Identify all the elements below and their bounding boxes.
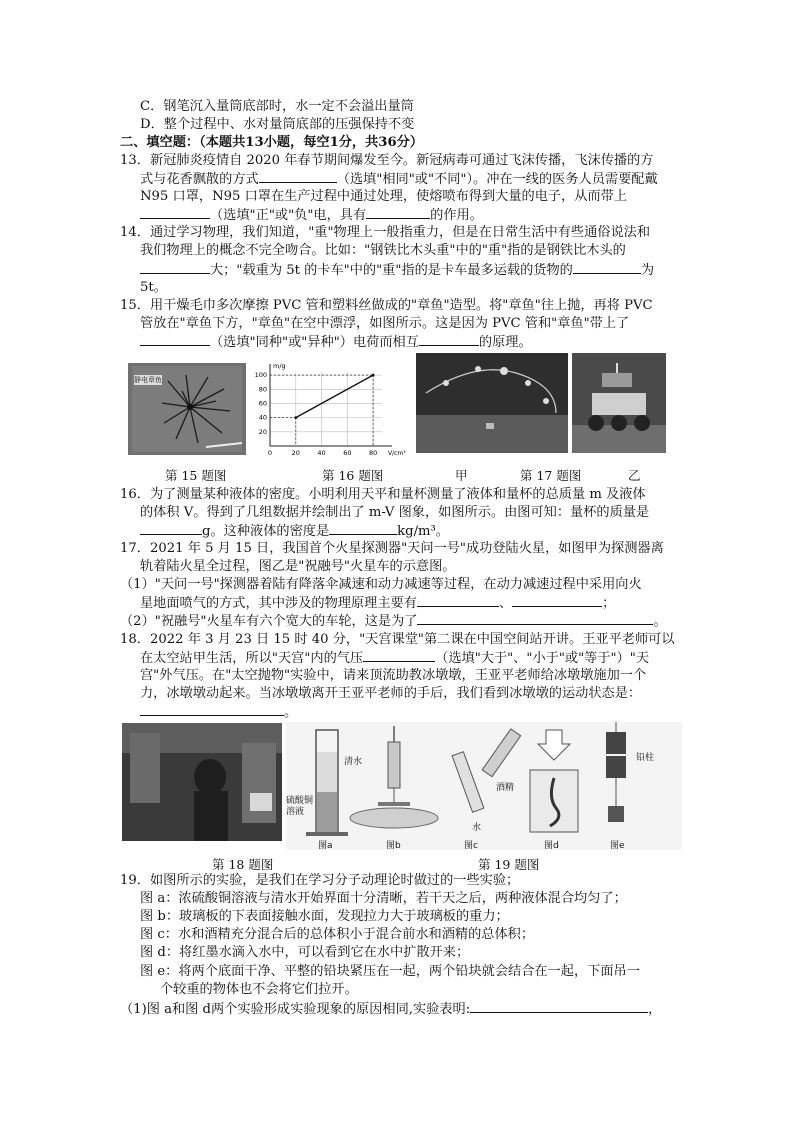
y-axis-label: m/g: [273, 362, 286, 370]
q16-line-3: g。这种液体的密度是 kg/m³。: [140, 522, 449, 540]
q16-blank-2[interactable]: [329, 522, 397, 535]
q19-blank-1[interactable]: [470, 1000, 648, 1013]
q13-line-2: 式与花香飘散的方式 （选填"相同"或"不同"）。冲在一线的医务人员需要配戴: [140, 172, 658, 187]
fig15-caption: 第 15 题图: [165, 468, 227, 483]
fig16-mv-chart: [252, 360, 406, 460]
label-copper-sulfate: 硫酸铜溶液: [286, 796, 314, 817]
q18-blank-1[interactable]: [363, 649, 435, 662]
fig19-caption: 第 19 题图: [478, 857, 540, 872]
q19-fig-d: 图 d：将红墨水滴入水中，可以看到它在水中扩散开来；: [140, 945, 470, 960]
label-fig-c: 图c: [464, 841, 478, 851]
q19-question-1: （1)图 a和图 d两个实验形成实验现象的原因相同,实验表明: ，: [120, 1002, 662, 1017]
y-tick-label-3: 80: [258, 385, 267, 394]
q14-line-1: 14．通过学习物理，我们知道，"重"物理上一般指重力，但是在日常生活中有些通俗说法和: [120, 225, 651, 240]
fig17-caption: 第 17 题图: [520, 468, 582, 483]
q18-line-4: 力，冰墩墩动起来。当冰墩墩离开王亚平老师的手后，我们看到冰墩墩的运动状态是：: [140, 686, 642, 701]
y-tick-label-2: 60: [258, 399, 267, 408]
q14-blank-1[interactable]: [140, 261, 210, 274]
space-station-drawing: [122, 723, 282, 841]
q17-blank-2[interactable]: [512, 594, 602, 607]
q17-line-2: 轨着陆火星全过程，图乙是"祝融号"火星车的示意图。: [140, 559, 456, 574]
fig15-octopus-photo: [128, 363, 246, 455]
q17-line-3: （1）"天问一号"探测器着陆有降落伞减速和动力减速等过程，在动力减速过程中采用向火: [120, 577, 642, 592]
q17-blank-1[interactable]: [417, 594, 499, 607]
q15-line-2: 管放在"章鱼下方，"章鱼"在空中漂浮，如图所示。这是因为 PVC 管和"章鱼"带上了: [140, 316, 630, 331]
data-line: [296, 375, 373, 418]
q12-option-c: C．钢笔沉入量筒底部时，水一定不会溢出量筒: [140, 99, 414, 114]
fig19-drawing: [286, 722, 682, 850]
q18-line-3: 宫"外气压。在"太空抛物"实验中，请来顶流助教冰墩墩，王亚平老师给冰墩墩施加一个: [140, 668, 647, 683]
q17-line-1: 17．2021 年 5 月 15 日，我国首个火星探测器"天问一号"成功登陆火星，如图甲为探测器离: [120, 541, 664, 556]
label-alcohol: 酒精: [496, 783, 515, 793]
q19-fig-e-1: 图 e：将两个底面干净、平整的铅块紧压在一起，两个铅块就会结合在一起，下面吊一: [140, 964, 640, 979]
q16-blank-1[interactable]: [140, 522, 202, 535]
q16-line-2: 的体积 V。得到了几组数据并绘制出了 m-V 图象，如图所示。由图可知：量杯的质量是: [140, 505, 650, 520]
q15-line-1: 15．用干燥毛巾多次摩擦 PVC 管和塑料丝做成的"章鱼"造型。将"章鱼"往上抛，再将 PVC: [120, 298, 653, 313]
fig17-yi-label: 乙: [628, 468, 641, 483]
q14-blank-2[interactable]: [573, 261, 641, 274]
x-tick-label-0: 0: [267, 449, 273, 457]
q15-line-3: （选填"同种"或"异种"）电荷而相互 的原理。: [140, 333, 532, 351]
label-clear-water: 清水: [344, 757, 363, 767]
q13-blank-2[interactable]: [140, 206, 210, 219]
q15-blank-2[interactable]: [419, 333, 479, 346]
q18-line-2: 在太空站甲生活，所以"天宫"内的气压 （选填"大于"、"小于"或"等于"）"天: [140, 651, 650, 666]
data-point-1: [372, 374, 375, 377]
label-fig-a: 图a: [318, 841, 333, 851]
rover-drawing: [572, 353, 666, 453]
fig19-experiments: [286, 722, 682, 850]
q15-blank-1[interactable]: [140, 333, 210, 346]
q12-option-d: D．整个过程中、水对量筒底部的压强保持不变: [140, 117, 415, 132]
q14-line-2: 我们物理上的概念不完全吻合。比如："钢铁比木头重"中的"重"指的是钢铁比木头的: [140, 243, 626, 258]
x-tick-label-4: 80: [368, 449, 378, 457]
fig17-yi-rover-photo: [572, 353, 666, 453]
fig15-label: 静电章鱼: [134, 376, 162, 384]
q14-line-3: 大；"载重为 5t 的卡车"中的"重"指的是卡车最多运载的货物的 为: [140, 261, 654, 279]
q19-fig-b: 图 b：玻璃板的下表面接触水面，发现拉力大于玻璃板的重力；: [140, 909, 509, 924]
section-2-heading: 二、填空题：（本题共13小题，每空1分，共36分）: [120, 135, 424, 150]
q16-line-1: 16．为了测量某种液体的密度。小明利用天平和量杯测量了液体和量杯的总质量 m 及液体: [120, 487, 646, 502]
q17-blank-3[interactable]: [417, 612, 653, 625]
label-lead: 铅柱: [636, 753, 655, 763]
fig17-jia-landing-photo: [416, 353, 568, 453]
fig18-space-station-photo: [122, 723, 282, 841]
q18-line-1: 18．2022 年 3 月 23 日 15 时 40 分，"天宫课堂"第二课在中国空间站开讲。王亚平老师可以: [120, 632, 675, 647]
q19-fig-e-2: 个较重的物体也不会将它们拉开。: [160, 982, 358, 997]
fig17-jia-label: 甲: [455, 468, 468, 483]
q17-line-5: （2）"祝融号"火星车有六个宽大的车轮，这是为了 。: [120, 614, 667, 629]
q18-blank-2[interactable]: [140, 703, 284, 716]
q17-line-4: 星地面喷气的方式，其中涉及的物理原理主要有 、 ；: [140, 596, 616, 611]
x-tick-label-1: 20: [291, 449, 300, 457]
q13-line-1: 13．新冠肺炎疫情自 2020 年春节期间爆发至今。新冠病毒可通过飞沫传播，飞沫传播的方: [120, 153, 654, 168]
fig16-caption: 第 16 题图: [322, 468, 384, 483]
label-fig-d: 图d: [544, 841, 559, 851]
x-tick-label-2: 40: [317, 449, 326, 457]
y-tick-label-4: 100: [254, 371, 267, 380]
label-water: 水: [472, 823, 482, 833]
q18-line-5: 。: [140, 703, 297, 721]
landing-sequence-drawing: [416, 353, 568, 453]
q19-line-1: 19．如图所示的实验，是我们在学习分子动理论时做过的一些实验；: [120, 873, 520, 888]
mv-chart-svg: [252, 360, 406, 460]
fig18-caption: 第 18 题图: [212, 857, 274, 872]
y-tick-label-0: 20: [258, 427, 267, 436]
q13-blank-1[interactable]: [259, 170, 337, 183]
x-tick-label-3: 60: [343, 449, 352, 457]
q19-fig-a: 图 a：浓硫酸铜溶液与清水开始界面十分清晰，若干天之后，两种液体混合均匀了；: [140, 891, 627, 906]
q19-fig-c: 图 c：水和酒精充分混合后的总体积小于混合前水和酒精的总体积；: [140, 927, 535, 942]
q13-blank-3[interactable]: [366, 206, 430, 219]
q14-line-4: 5t。: [140, 280, 167, 295]
label-fig-b: 图b: [386, 841, 401, 851]
y-tick-label-1: 40: [258, 413, 267, 422]
q13-line-3: N95 口罩，N95 口罩在生产过程中通过处理，使熔喷布得到大量的电子，从而带上: [140, 189, 628, 204]
x-axis-label: V/cm³: [388, 450, 406, 457]
label-fig-e: 图e: [610, 841, 625, 851]
q13-line-4: （选填"正"或"负"电，具有 的作用。: [140, 206, 483, 224]
data-point-0: [294, 416, 297, 419]
